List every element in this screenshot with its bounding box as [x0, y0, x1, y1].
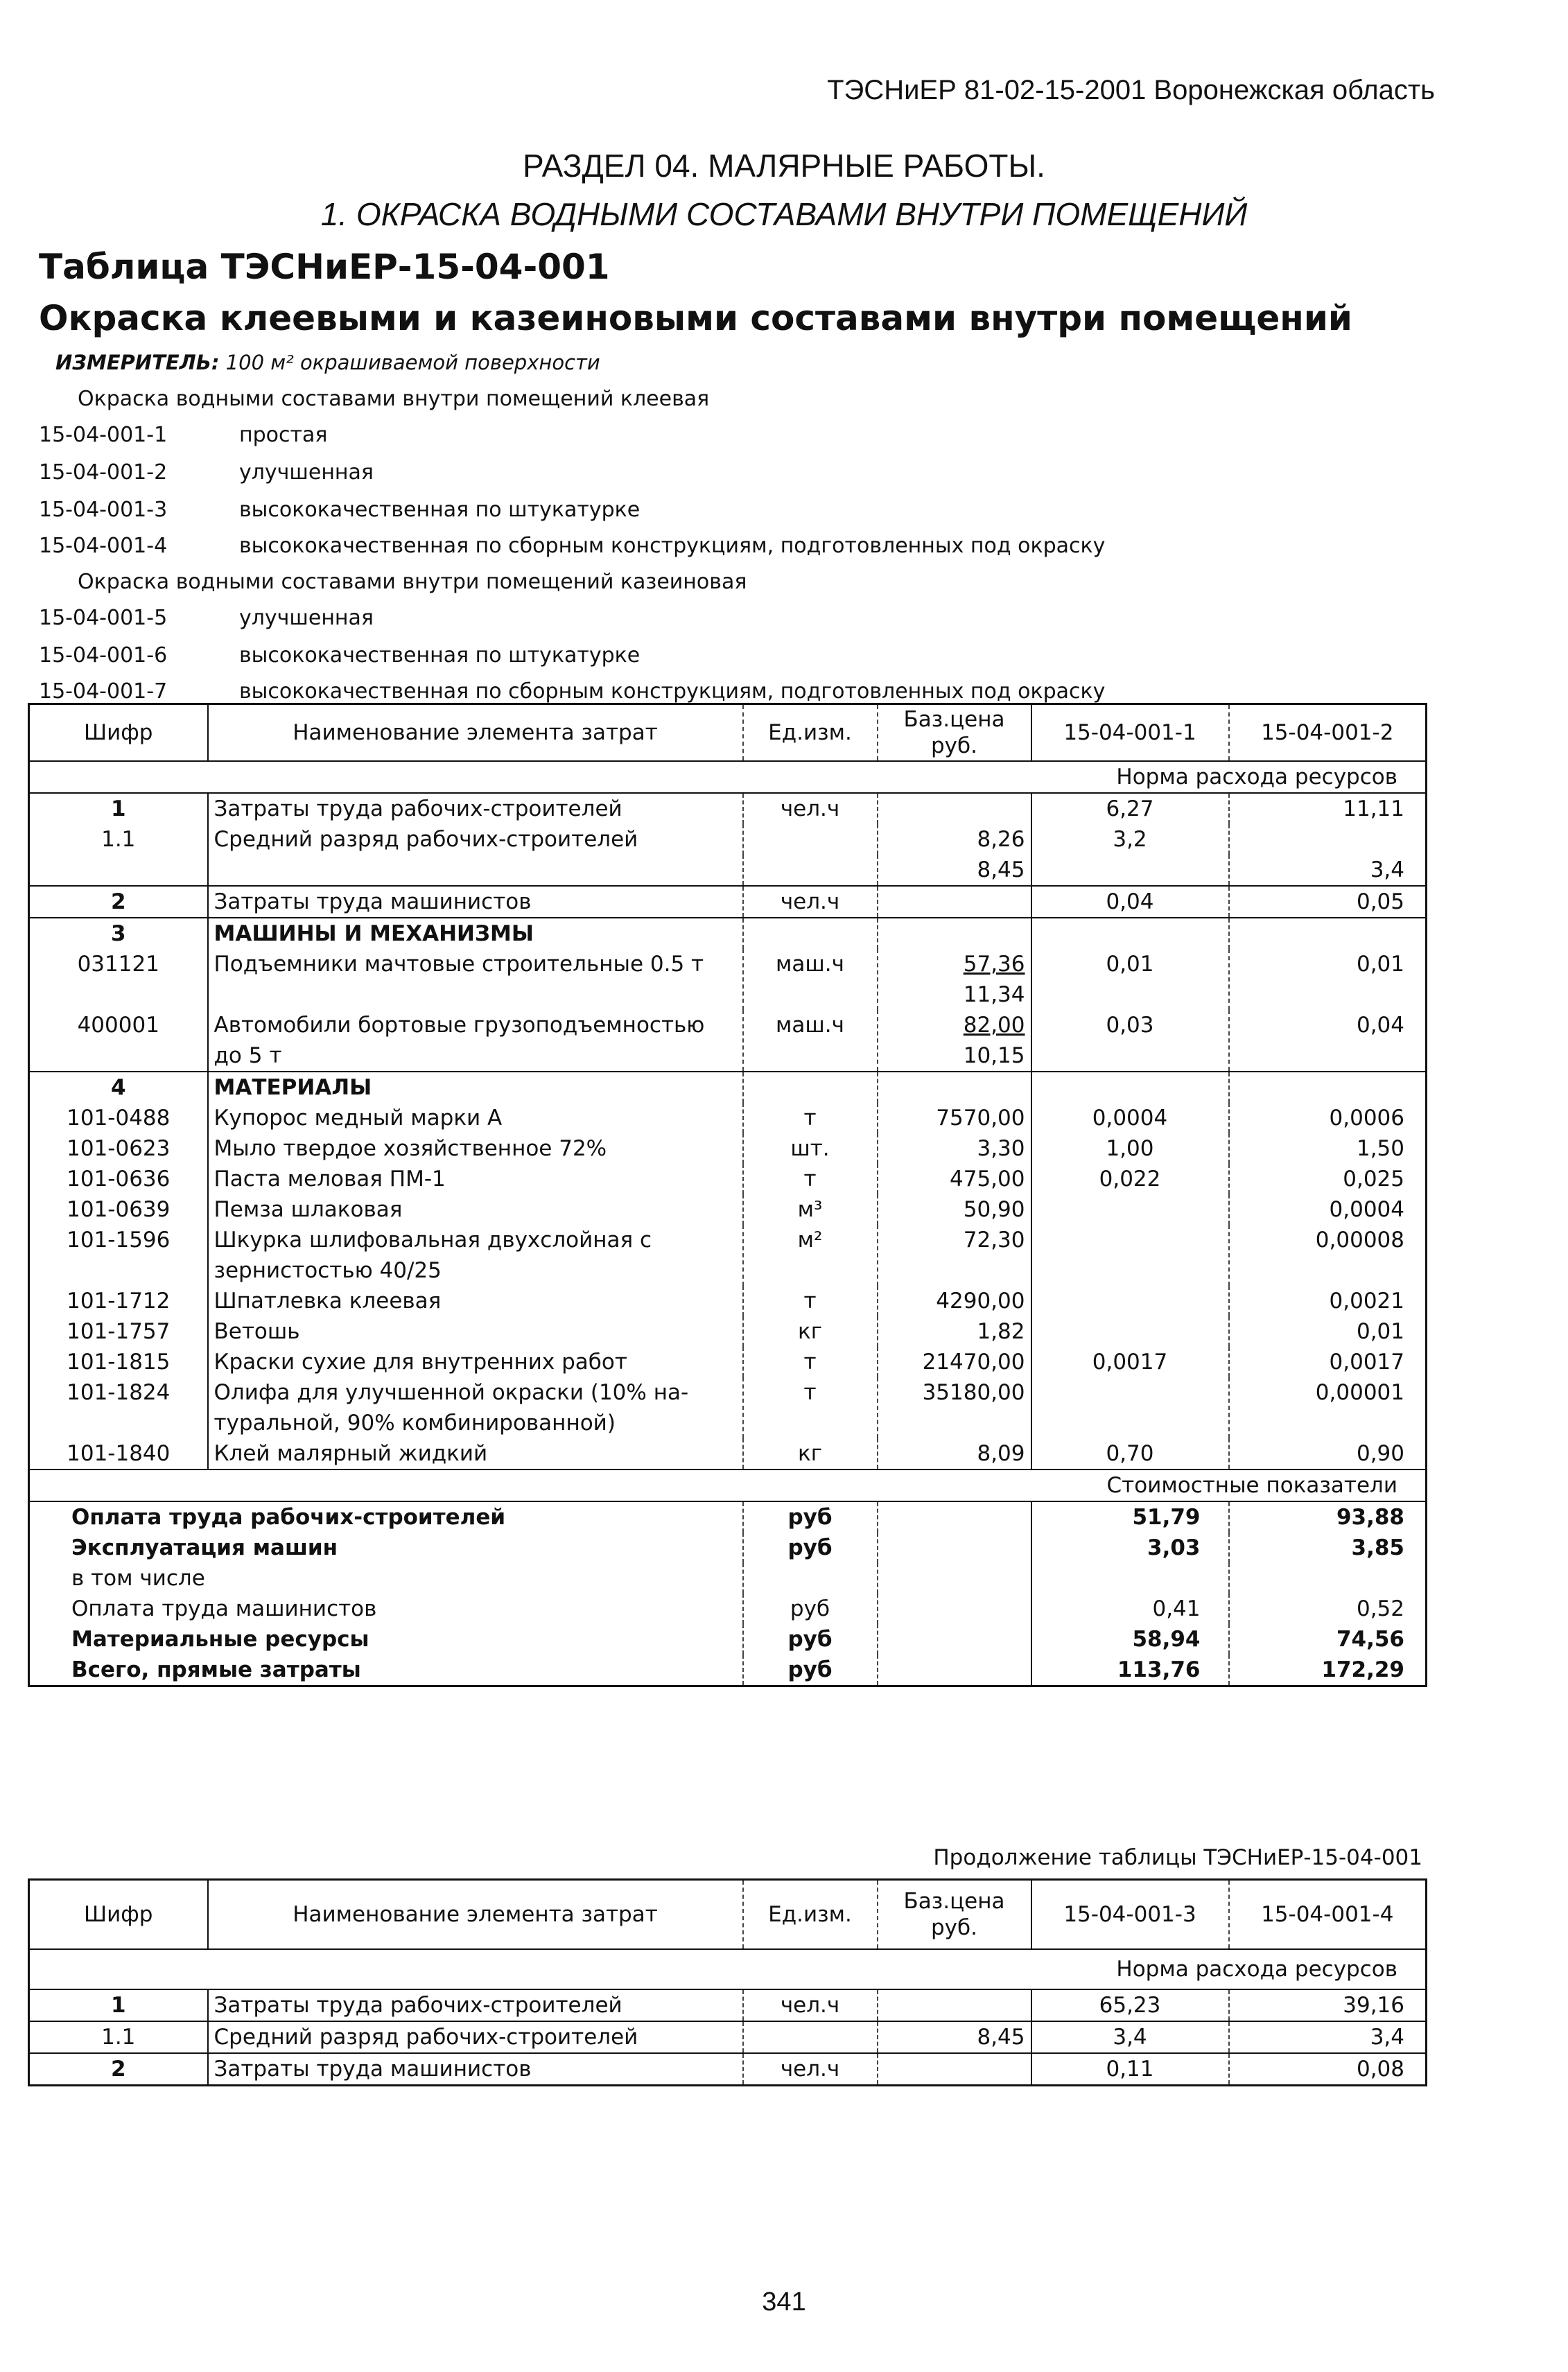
row-value-a: 0,0004: [1031, 1103, 1229, 1133]
row-price: [878, 1072, 1031, 1103]
row-price: [878, 1194, 1031, 1225]
cost-body: [29, 1501, 1427, 1686]
cost-price: [878, 1594, 1031, 1624]
row-code: 1: [29, 1989, 208, 2021]
table-title: Таблица ТЭСНиЕР-15-04-001: [39, 247, 610, 287]
row-name: [208, 949, 743, 1010]
row-value-b: [1229, 1072, 1427, 1103]
header-unit: Ед.изм.: [743, 704, 878, 762]
item-code: 15-04-001-7: [39, 679, 168, 704]
row-unit: м³: [743, 1194, 878, 1225]
cost-value-b: 3,85: [1351, 1535, 1404, 1560]
row-value-a: [1031, 918, 1229, 949]
table-row: [29, 824, 1427, 855]
row-price-line: 35180,00: [922, 1380, 1025, 1405]
row-name-line: зернистостью 40/25: [214, 1258, 442, 1283]
row-value-a: 0,03: [1031, 1010, 1229, 1072]
header-unit: Ед.изм.: [743, 1880, 878, 1949]
row-name-line: Клей малярный жидкий: [214, 1441, 488, 1466]
row-name: [208, 1347, 743, 1377]
row-value-a: 0,022: [1031, 1164, 1229, 1194]
row-name-line: туральной, 90% комбинированной): [214, 1411, 616, 1436]
row-name: [208, 886, 743, 918]
cost-unit: руб: [743, 1655, 878, 1686]
row-value-b: 0,00008: [1315, 1228, 1404, 1253]
row-name: [208, 1316, 743, 1347]
group-heading: Окраска водными составами внутри помещений казеиновая: [78, 570, 747, 594]
row-price-line: 3,30: [977, 1136, 1025, 1161]
row-value-a: 3,4: [1031, 2021, 1229, 2053]
item-name: улучшенная: [239, 606, 374, 630]
item-name: высококачественная по штукатурке: [239, 498, 641, 522]
table-row: [29, 2053, 1427, 2086]
row-price-line: 4290,00: [936, 1289, 1025, 1314]
row-name: [208, 824, 743, 855]
cost-price: [878, 1533, 1031, 1563]
resource-table: [28, 703, 1427, 1687]
continuation-label: Продолжение таблицы ТЭСНиЕР-15-04-001: [933, 1845, 1422, 1870]
table-row: [29, 1347, 1427, 1377]
row-unit: маш.ч: [743, 1010, 878, 1072]
norm-header-row: [29, 761, 1427, 793]
cost-value-a: 3,03: [1031, 1533, 1229, 1563]
cost-price: [878, 1624, 1031, 1655]
cost-value-a: 58,94: [1031, 1624, 1229, 1655]
resource-table-continued: [28, 1878, 1427, 2086]
row-value-a: 0,0017: [1031, 1347, 1229, 1377]
header-col-b: 15-04-001-4: [1229, 1880, 1427, 1949]
table-row: [29, 886, 1427, 918]
row-value-b: 0,08: [1356, 2056, 1404, 2082]
row-price-line: 475,00: [950, 1167, 1025, 1192]
cost-row: [29, 1533, 1427, 1563]
row-price: [878, 1347, 1031, 1377]
table-row: [29, 1010, 1427, 1072]
row-value-a: [1031, 855, 1229, 886]
row-name: [208, 1286, 743, 1316]
row-code: 101-1712: [29, 1286, 208, 1316]
row-value-b: 3,4: [1229, 2021, 1427, 2053]
item-name: улучшенная: [239, 460, 374, 485]
header-price-line1: Баз.цена: [903, 707, 1005, 732]
row-value-b: 0,0017: [1329, 1350, 1404, 1375]
row-name-line: Затраты труда рабочих-строителей: [214, 1992, 622, 2018]
row-price: [878, 1133, 1031, 1164]
item-code: 15-04-001-5: [39, 606, 168, 630]
table-subtitle: Окраска клеевыми и казеиновыми составами внутри помещений: [39, 298, 1352, 338]
row-name-line: Затраты труда машинистов: [214, 889, 532, 914]
row-code: 101-1596: [29, 1225, 208, 1286]
table-row: [29, 1438, 1427, 1470]
cost-unit: руб: [743, 1533, 878, 1563]
row-unit: т: [743, 1347, 878, 1377]
header-price: [878, 1880, 1031, 1949]
row-price-line: 8,09: [977, 1441, 1025, 1466]
subsection-title: 1. ОКРАСКА ВОДНЫМИ СОСТАВАМИ ВНУТРИ ПОМЕЩЕНИЙ: [320, 196, 1248, 232]
row-code: 101-0636: [29, 1164, 208, 1194]
item-name: высококачественная по сборным конструкциям, подготовленных под окраску: [239, 679, 1106, 704]
row-unit: кг: [743, 1438, 878, 1470]
row-name-line: Пемза шлаковая: [214, 1197, 403, 1222]
row-value-a: 6,27: [1031, 793, 1229, 824]
item-code: 15-04-001-2: [39, 460, 168, 485]
row-price: [878, 949, 1031, 1010]
row-unit: [743, 1072, 878, 1103]
table-row: [29, 949, 1427, 1010]
row-value-b: [1229, 918, 1427, 949]
table-header-row: [29, 1880, 1427, 1949]
cost-name: Эксплуатация машин: [29, 1533, 743, 1563]
row-value-a: 0,11: [1031, 2053, 1229, 2086]
row-code: 101-1824: [29, 1377, 208, 1438]
table-row: [29, 1103, 1427, 1133]
row-unit: кг: [743, 1316, 878, 1347]
row-value-a: [1031, 1286, 1229, 1316]
table-row: [29, 1194, 1427, 1225]
row-unit: м²: [743, 1225, 878, 1286]
row-code: 1.1: [29, 2021, 208, 2053]
row-name-line: Паста меловая ПМ-1: [214, 1167, 446, 1192]
row-price: [878, 1377, 1031, 1438]
row-code: 400001: [29, 1010, 208, 1072]
row-value-a: 0,70: [1031, 1438, 1229, 1470]
item-name: простая: [239, 423, 328, 447]
row-value-b: 3,4: [1229, 855, 1427, 886]
cost-header-row: [29, 1470, 1427, 1501]
header-code: Шифр: [29, 1880, 208, 1949]
row-name: [208, 1010, 743, 1072]
row-name: [208, 918, 743, 949]
row-name-line: МАТЕРИАЛЫ: [214, 1075, 372, 1100]
row-value-a: 1,00: [1031, 1133, 1229, 1164]
row-value-b: 1,50: [1356, 1136, 1404, 1161]
row-name: [208, 1225, 743, 1286]
table-row: [29, 2021, 1427, 2053]
row-value-b: 39,16: [1229, 1989, 1427, 2021]
table-row: [29, 793, 1427, 824]
header-price-line2: руб.: [931, 733, 977, 758]
cost-value-a: 0,41: [1031, 1594, 1229, 1624]
row-value-b: 0,00001: [1315, 1380, 1404, 1405]
row-code: 4: [29, 1072, 208, 1103]
row-code: 101-1757: [29, 1316, 208, 1347]
row-price: [878, 1286, 1031, 1316]
header-code: Шифр: [29, 704, 208, 762]
row-value-b: 0,01: [1356, 952, 1404, 977]
page-number: 341: [762, 2287, 806, 2317]
row-value-a: [1031, 1316, 1229, 1347]
row-price: [878, 1438, 1031, 1470]
row-price: [878, 1103, 1031, 1133]
row-code: 2: [29, 886, 208, 918]
cost-name: Оплата труда рабочих-строителей: [29, 1501, 743, 1533]
row-value-a: [1031, 1194, 1229, 1225]
row-price-line: 8,45: [977, 2024, 1025, 2050]
table-row: [29, 1164, 1427, 1194]
cost-unit: руб: [743, 1624, 878, 1655]
item-code: 15-04-001-4: [39, 534, 168, 558]
row-value-a: 0,01: [1031, 949, 1229, 1010]
cost-row: [29, 1655, 1427, 1686]
row-name: [208, 1989, 743, 2021]
cost-row: [29, 1624, 1427, 1655]
cost-name: Оплата труда машинистов: [29, 1594, 743, 1624]
row-unit: [743, 855, 878, 886]
cost-price: [878, 1501, 1031, 1533]
cost-value-b: 172,29: [1321, 1657, 1404, 1682]
table-row: [29, 1286, 1427, 1316]
header-name: Наименование элемента затрат: [208, 1880, 743, 1949]
cost-value-b: 93,88: [1336, 1505, 1404, 1530]
cost-unit: руб: [743, 1501, 878, 1533]
row-name: [208, 1377, 743, 1438]
row-value-b: 0,0004: [1329, 1197, 1404, 1222]
cost-name: в том числе: [29, 1563, 743, 1594]
header-price: [878, 704, 1031, 762]
row-code: 2: [29, 2053, 208, 2086]
row-code: 101-1815: [29, 1347, 208, 1377]
row-name-line: Купорос медный марки А: [214, 1106, 503, 1131]
row-price-line: 8,45: [977, 857, 1025, 882]
row-price: [878, 2021, 1031, 2053]
row-unit: т: [743, 1286, 878, 1316]
row-unit: чел.ч: [743, 2053, 878, 2086]
row-name-line: Затраты труда рабочих-строителей: [214, 796, 622, 821]
row-value-b: 0,025: [1343, 1167, 1404, 1192]
row-name: [208, 1164, 743, 1194]
row-value-b: 0,0006: [1329, 1106, 1404, 1131]
row-unit: [743, 2021, 878, 2053]
cost-name: Материальные ресурсы: [29, 1624, 743, 1655]
row-name: [208, 1438, 743, 1470]
row-name: [208, 1194, 743, 1225]
row-name-line: Затраты труда машинистов: [214, 2056, 532, 2082]
row-unit: чел.ч: [743, 886, 878, 918]
row-unit: [743, 918, 878, 949]
row-price-line: 50,90: [963, 1197, 1025, 1222]
row-name: [208, 855, 743, 886]
row-name-line: Ветошь: [214, 1319, 300, 1344]
cost-value-a: 51,79: [1031, 1501, 1229, 1533]
cost-value-a: [1031, 1563, 1229, 1594]
section-title: РАЗДЕЛ 04. МАЛЯРНЫЕ РАБОТЫ.: [523, 148, 1045, 184]
row-value-b: 0,0021: [1329, 1289, 1404, 1314]
row-name-line: Олифа для улучшенной окраски (10% на-: [214, 1380, 689, 1405]
cost-value-b: 0,52: [1356, 1596, 1404, 1621]
row-code: 1.1: [29, 824, 208, 855]
row-price: [878, 918, 1031, 949]
row-code: 101-0488: [29, 1103, 208, 1133]
row-price-line: 21470,00: [922, 1350, 1025, 1375]
table-row: [29, 918, 1427, 949]
row-name-line: Средний разряд рабочих-строителей: [214, 827, 638, 852]
row-price-line: 7570,00: [936, 1106, 1025, 1131]
row-price-line: 82,00: [963, 1013, 1025, 1038]
row-value-b: 0,04: [1229, 1010, 1427, 1072]
table-header-row: [29, 704, 1427, 762]
row-value-a: 65,23: [1031, 1989, 1229, 2021]
item-code: 15-04-001-1: [39, 423, 168, 447]
row-price: [878, 1225, 1031, 1286]
table-row: [29, 855, 1427, 886]
row-price: [878, 2053, 1031, 2086]
cost-row: [29, 1594, 1427, 1624]
row-value-a: [1031, 1377, 1229, 1438]
norm-header-row: [29, 1949, 1427, 1989]
row-name: [208, 1072, 743, 1103]
header-col-a: 15-04-001-3: [1031, 1880, 1229, 1949]
cost-label: Стоимостные показатели: [29, 1470, 1427, 1501]
row-unit: [743, 824, 878, 855]
row-price-line: 11,34: [963, 982, 1025, 1007]
row-value-b: 0,01: [1356, 1319, 1404, 1344]
row-code: 101-1840: [29, 1438, 208, 1470]
cost-unit: [743, 1563, 878, 1594]
measure-label: ИЗМЕРИТЕЛЬ:: [55, 351, 220, 374]
header-price-line1: Баз.цена: [903, 1888, 1005, 1914]
row-name-line: Подъемники мачтовые строительные 0.5 т: [214, 952, 704, 977]
cost-value-b: 74,56: [1336, 1627, 1404, 1652]
row-value-b: 0,90: [1229, 1438, 1427, 1470]
table-body: [29, 793, 1427, 1470]
row-price-line: 72,30: [963, 1228, 1025, 1253]
row-price-line: 10,15: [963, 1043, 1025, 1068]
row-unit: т: [743, 1103, 878, 1133]
table-row: [29, 1133, 1427, 1164]
table-row: [29, 1072, 1427, 1103]
row-name-line: Краски сухие для внутренних работ: [214, 1350, 627, 1375]
row-unit: т: [743, 1377, 878, 1438]
item-name: высококачественная по сборным конструкциям, подготовленных под окраску: [239, 534, 1106, 558]
row-name-line: Шпатлевка клеевая: [214, 1289, 442, 1314]
row-name: [208, 2021, 743, 2053]
row-code: [29, 855, 208, 886]
cost-unit: руб: [743, 1594, 878, 1624]
row-name-line: МАШИНЫ И МЕХАНИЗМЫ: [214, 921, 534, 946]
item-code: 15-04-001-6: [39, 643, 168, 668]
row-price: [878, 886, 1031, 918]
row-price: [878, 1164, 1031, 1194]
row-price-line: 57,36: [963, 952, 1025, 977]
row-price: [878, 1989, 1031, 2021]
row-price: [878, 1316, 1031, 1347]
row-unit: чел.ч: [743, 793, 878, 824]
table-row: [29, 1989, 1427, 2021]
row-price: [878, 824, 1031, 855]
row-name-line: Автомобили бортовые грузоподъемностью: [214, 1013, 705, 1038]
table-row: [29, 1316, 1427, 1347]
header-col-a: 15-04-001-1: [1031, 704, 1229, 762]
row-name: [208, 2053, 743, 2086]
running-header: ТЭСНиЕР 81-02-15-2001 Воронежская область: [827, 75, 1435, 105]
row-price-line: 8,26: [977, 827, 1025, 852]
row-price: [878, 1010, 1031, 1072]
header-col-b: 15-04-001-2: [1229, 704, 1427, 762]
table-row: [29, 1225, 1427, 1286]
row-name-line: Средний разряд рабочих-строителей: [214, 2024, 638, 2050]
row-unit: шт.: [743, 1133, 878, 1164]
cost-name: Всего, прямые затраты: [29, 1655, 743, 1686]
cost-value-b: [1229, 1563, 1427, 1594]
table-body: [29, 1989, 1427, 2086]
norm-label: Норма расхода ресурсов: [29, 761, 1427, 793]
row-value-a: 0,04: [1031, 886, 1229, 918]
row-name: [208, 1133, 743, 1164]
cost-row: [29, 1563, 1427, 1594]
row-code: 101-0623: [29, 1133, 208, 1164]
row-code: 101-0639: [29, 1194, 208, 1225]
measure-value: 100 м² окрашиваемой поверхности: [225, 351, 600, 374]
item-code: 15-04-001-3: [39, 498, 168, 522]
row-name-line: Мыло твердое хозяйственное 72%: [214, 1136, 607, 1161]
row-unit: т: [743, 1164, 878, 1194]
row-name: [208, 1103, 743, 1133]
row-value-a: [1031, 1072, 1229, 1103]
cost-row: [29, 1501, 1427, 1533]
header-name: Наименование элемента затрат: [208, 704, 743, 762]
row-name: [208, 793, 743, 824]
row-value-b: 11,11: [1343, 796, 1404, 821]
measure-line: [55, 351, 600, 374]
norm-label: Норма расхода ресурсов: [29, 1949, 1427, 1989]
row-unit: чел.ч: [743, 1989, 878, 2021]
item-name: высококачественная по штукатурке: [239, 643, 641, 668]
row-price-line: 1,82: [977, 1319, 1025, 1344]
row-value-b: [1229, 824, 1427, 855]
row-value-a: 3,2: [1031, 824, 1229, 855]
row-value-b: 0,05: [1229, 886, 1427, 918]
header-price-line2: руб.: [931, 1915, 977, 1940]
row-code: 1: [29, 793, 208, 824]
table-row: [29, 1377, 1427, 1438]
row-name-line: до 5 т: [214, 1043, 282, 1068]
group-heading: Окраска водными составами внутри помещений клеевая: [78, 387, 710, 411]
row-unit: маш.ч: [743, 949, 878, 1010]
row-name-line: Шкурка шлифовальная двухслойная с: [214, 1228, 652, 1253]
cost-price: [878, 1563, 1031, 1594]
cost-price: [878, 1655, 1031, 1686]
row-code: 3: [29, 918, 208, 949]
cost-value-a: 113,76: [1031, 1655, 1229, 1686]
row-value-a: [1031, 1225, 1229, 1286]
row-price: [878, 855, 1031, 886]
row-price: [878, 793, 1031, 824]
row-code: 031121: [29, 949, 208, 1010]
